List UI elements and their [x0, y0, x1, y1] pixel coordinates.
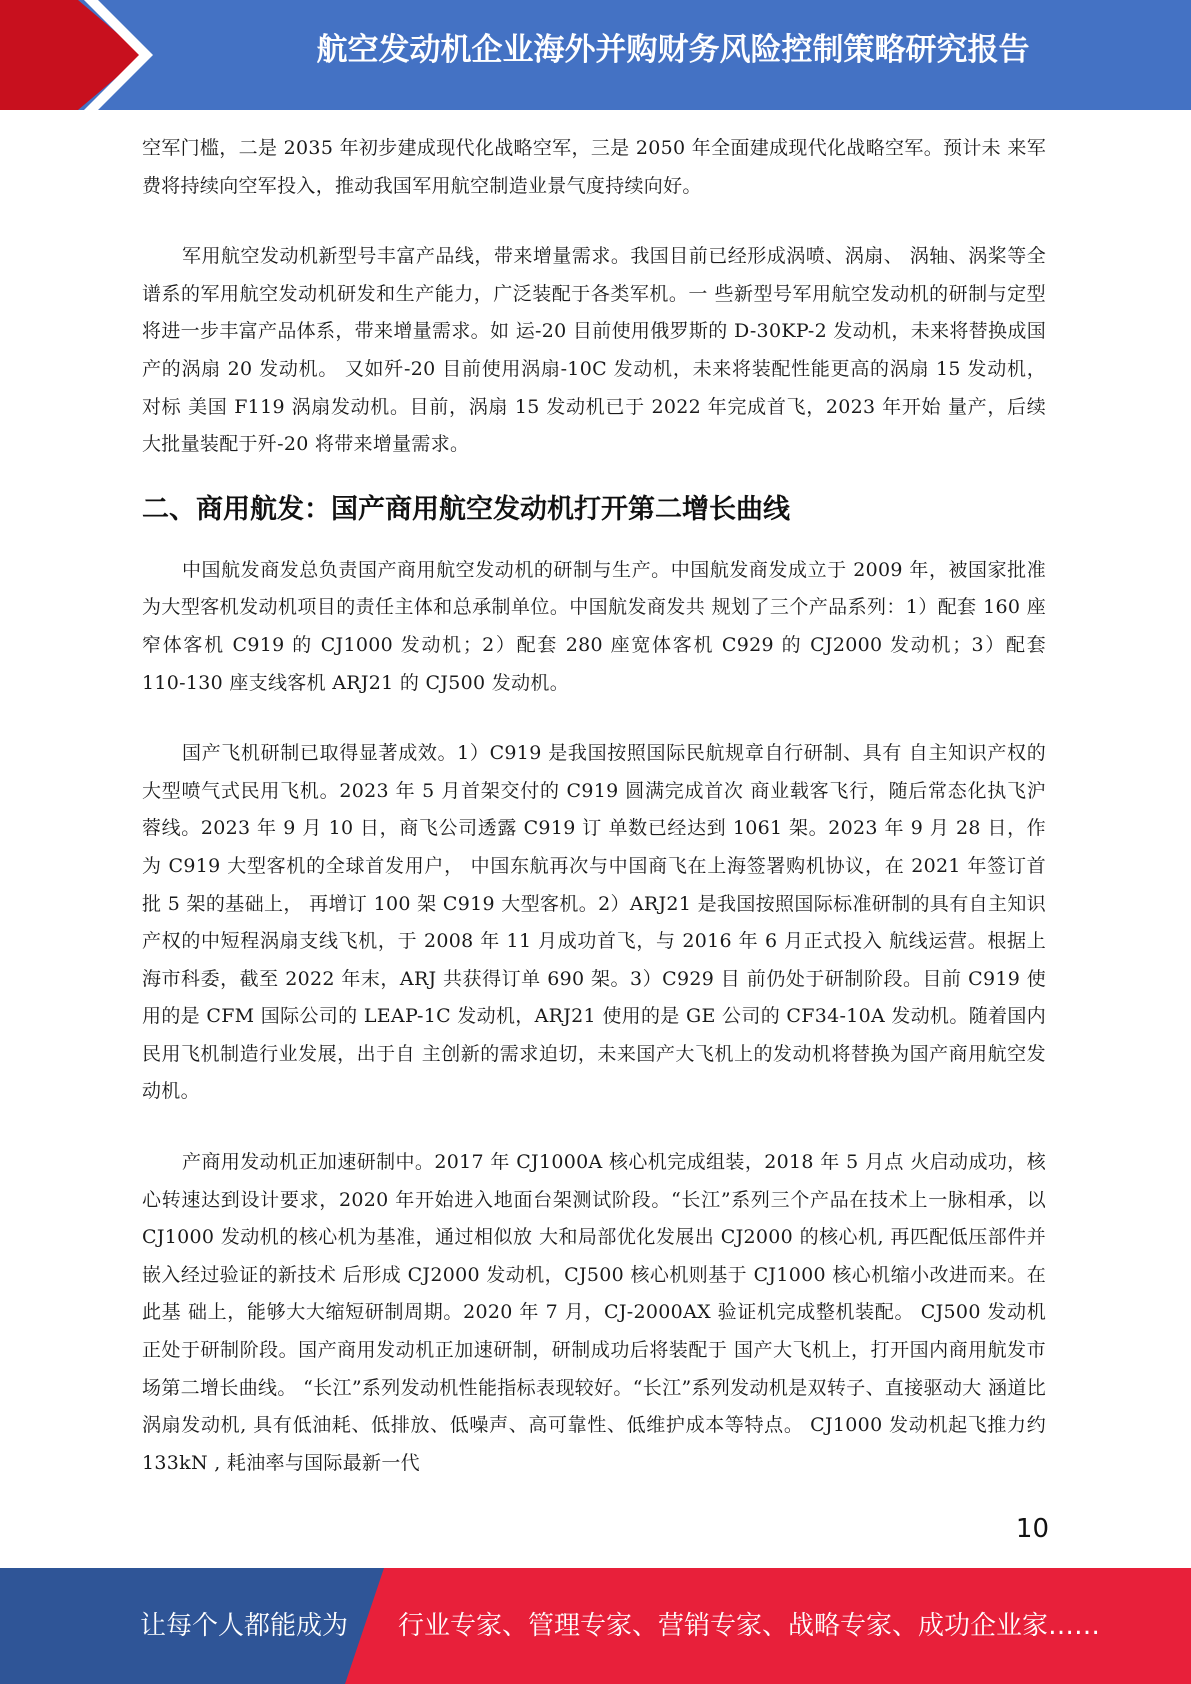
page-number: 10	[1015, 1514, 1049, 1544]
paragraph-1: 空军门槛，二是 2035 年初步建成现代化战略空军，三是 2050 年全面建成现代化战略空军。预计未 来军费将持续向空军投入，推动我国军用航空制造业景气度持续向好。	[142, 137, 1046, 197]
document-title: 航空发动机企业海外并购财务风险控制策略研究报告	[316, 32, 1030, 68]
page-footer	[0, 1568, 1191, 1684]
section-heading: 二、商用航发：国产商用航空发动机打开第二增长曲线	[142, 493, 790, 525]
main-content	[142, 130, 1046, 1482]
paragraph-2: 军用航空发动机新型号丰富产品线，带来增量需求。我国目前已经形成涡喷、涡扇、 涡轴、涡桨等全谱系的军用航空发动机研发和生产能力，广泛装配于各类军机。一 些新型号军用航空发动机的研制与定型将进一步丰富产品体系，带来增量需求。如 运-20 目前使用俄罗斯的 D-30KP-2 发动机，未来将替换成国产的涡扇 20 发动机。 又如歼-20 目前使用涡扇-10C 发动机，未来将装配性能更高的涡扇 15 发动机，对标 美国 F119 涡扇发动机。目前，涡扇 15 发动机已于 2022 年完成首飞，2023 年开始 量产，后续大批量装配于歼-20 将带来增量需求。	[142, 245, 1046, 456]
footer-slogan-left: 让每个人都能成为	[140, 1611, 349, 1641]
paragraph-5: 产商用发动机正加速研制中。2017 年 CJ1000A 核心机完成组装，2018 年 5 月点 火启动成功，核心转速达到设计要求，2020 年开始进入地面台架测试阶段。“长江”系列三个产品在技术上一脉相承，以 CJ1000 发动机的核心机为基准，通过相似放 大和局部优化发展出 CJ2000 的核心机, 再匹配低压部件并嵌入经过验证的新技术 后形成 CJ2000 发动机，CJ500 核心机则基于 CJ1000 核心机缩小改进而来。在此基 础上，能够大大缩短研制周期。2020 年 7 月，CJ-2000AX 验证机完成整机装配。 CJ500 发动机正处于研制阶段。国产商用发动机正加速研制，研制成功后将装配于 国产大飞机上，打开国内商用航发市场第二增长曲线。 “长江”系列发动机性能指标表现较好。“长江”系列发动机是双转子、直接驱动大 涵道比涡扇发动机, 具有低油耗、低排放、低噪声、高可靠性、低维护成本等特点。 CJ1000 发动机起飞推力约 133kN , 耗油率与国际最新一代	[142, 1151, 1046, 1474]
header-chevron-decoration	[0, 0, 200, 110]
page-header	[0, 0, 1191, 110]
paragraph-4: 国产飞机研制已取得显著成效。1）C919 是我国按照国际民航规章自行研制、具有 自主知识产权的大型喷气式民用飞机。2023 年 5 月首架交付的 C919 圆满完成首次 商业载客飞行，随后常态化执飞沪蓉线。2023 年 9 月 10 日，商飞公司透露 C919 订 单数已经达到 1061 架。2023 年 9 月 28 日，作为 C919 大型客机的全球首发用户， 中国东航再次与中国商飞在上海签署购机协议，在 2021 年签订首批 5 架的基础上， 再增订 100 架 C919 大型客机。2）ARJ21 是我国按照国际标准研制的具有自主知识 产权的中短程涡扇支线飞机，于 2008 年 11 月成功首飞，与 2016 年 6 月正式投入 航线运营。根据上海市科委，截至 2022 年末，ARJ 共获得订单 690 架。3）C929 目 前仍处于研制阶段。目前 C919 使用的是 CFM 国际公司的 LEAP-1C 发动机，ARJ21 使用的是 GE 公司的 CF34-10A 发动机。随着国内民用飞机制造行业发展，出于自 主创新的需求迫切，未来国产大飞机上的发动机将替换为国产商用航空发动机。	[142, 742, 1046, 1103]
paragraph-3: 中国航发商发总负责国产商用航空发动机的研制与生产。中国航发商发成立于 2009 年，被国家批准为大型客机发动机项目的责任主体和总承制单位。中国航发商发共 规划了三个产品系列：1）配套 160 座窄体客机 C919 的 CJ1000 发动机；2）配套 280 座宽体客机 C929 的 CJ2000 发动机；3）配套 110-130 座支线客机 ARJ21 的 CJ500 发动机。	[142, 558, 1046, 694]
footer-slogan-right: 行业专家、管理专家、营销专家、战略专家、成功企业家……	[398, 1611, 1101, 1641]
